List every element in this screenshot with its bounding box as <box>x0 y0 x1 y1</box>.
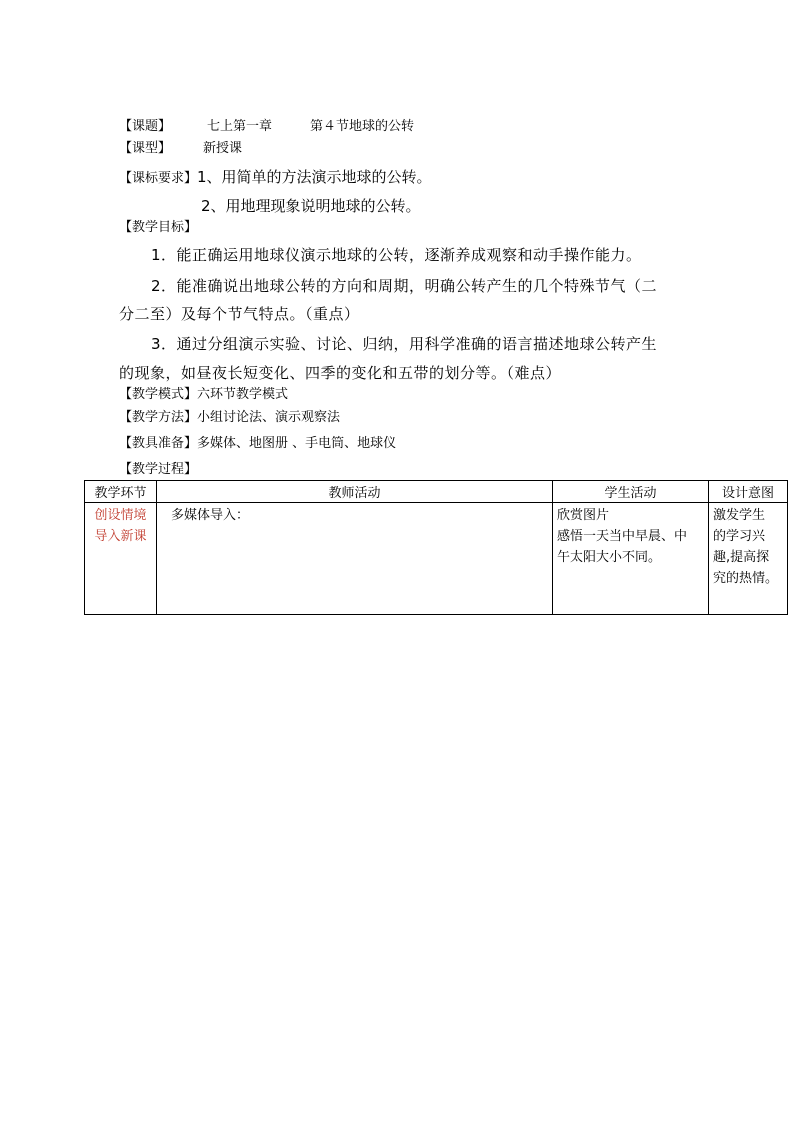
header-student: 学生活动 <box>553 481 709 503</box>
topic-line <box>119 118 415 136</box>
topic-chapter: 七上第一章 <box>207 119 273 134</box>
tools-line <box>119 435 396 453</box>
mode-value: 六环节教学模式 <box>197 387 289 402</box>
topic-section: 第４节地球的公转 <box>310 119 415 134</box>
standard-item-2: 2、用地理现象说明地球的公转。 <box>201 197 421 215</box>
goal-line-1: 1．能正确运用地球仪演示地球的公转，逐渐养成观察和动手操作能力。 <box>151 246 642 264</box>
type-value: 新授课 <box>203 141 243 156</box>
teacher-cell <box>157 503 553 615</box>
tools-value: 多媒体、地图册 、手电筒、地球仪 <box>197 436 397 451</box>
header-teacher: 教师活动 <box>157 481 553 503</box>
student-line-3: 午太阳大小不同。 <box>557 550 662 565</box>
goal-line-4: 3．通过分组演示实验、讨论、归纳，用科学准确的语言描述地球公转产生 <box>151 335 658 353</box>
process-label: 【教学过程】 <box>119 462 198 477</box>
intent-line-4: 究的热情。 <box>713 571 779 586</box>
intent-cell <box>709 503 788 615</box>
type-label: 【课型】 <box>119 141 172 156</box>
intent-line-1: 激发学生 <box>713 508 766 523</box>
mode-label: 【教学模式】 <box>119 387 198 402</box>
method-value: 小组讨论法、演示观察法 <box>197 410 341 425</box>
standard-label: 【课标要求】 <box>119 171 198 186</box>
student-cell <box>553 503 709 615</box>
mode-line <box>119 386 288 404</box>
topic-label: 【课题】 <box>119 119 172 134</box>
intent-line-2: 的学习兴 <box>713 529 766 544</box>
table-row <box>85 503 788 615</box>
header-stage: 教学环节 <box>85 481 157 503</box>
goal-line-3: 分二至）及每个节气特点。（重点） <box>119 305 360 323</box>
header-intent: 设计意图 <box>709 481 788 503</box>
stage-line-1: 创设情境 <box>94 508 147 523</box>
intent-line-3: 趣,提高探 <box>713 550 770 565</box>
student-line-1: 欣赏图片 <box>557 508 610 523</box>
stage-cell <box>85 503 157 615</box>
tools-label: 【教具准备】 <box>119 436 198 451</box>
type-line <box>119 140 243 158</box>
standard-line <box>119 167 432 188</box>
teacher-text: 多媒体导入： <box>171 508 250 523</box>
goals-label: 【教学目标】 <box>119 220 198 235</box>
stage-line-2: 导入新课 <box>94 529 147 544</box>
standard-item-1: 1、用简单的方法演示地球的公转。 <box>197 168 432 186</box>
method-line <box>119 409 340 427</box>
goal-line-5: 的现象，如昼夜长短变化、四季的变化和五带的划分等。（难点） <box>119 364 562 382</box>
goal-line-2: 2．能准确说出地球公转的方向和周期，明确公转产生的几个特殊节气（二 <box>151 277 658 295</box>
process-table <box>84 480 788 615</box>
method-label: 【教学方法】 <box>119 410 198 425</box>
student-line-2: 感悟一天当中早晨、中 <box>557 529 688 544</box>
table-header-row <box>85 481 788 503</box>
